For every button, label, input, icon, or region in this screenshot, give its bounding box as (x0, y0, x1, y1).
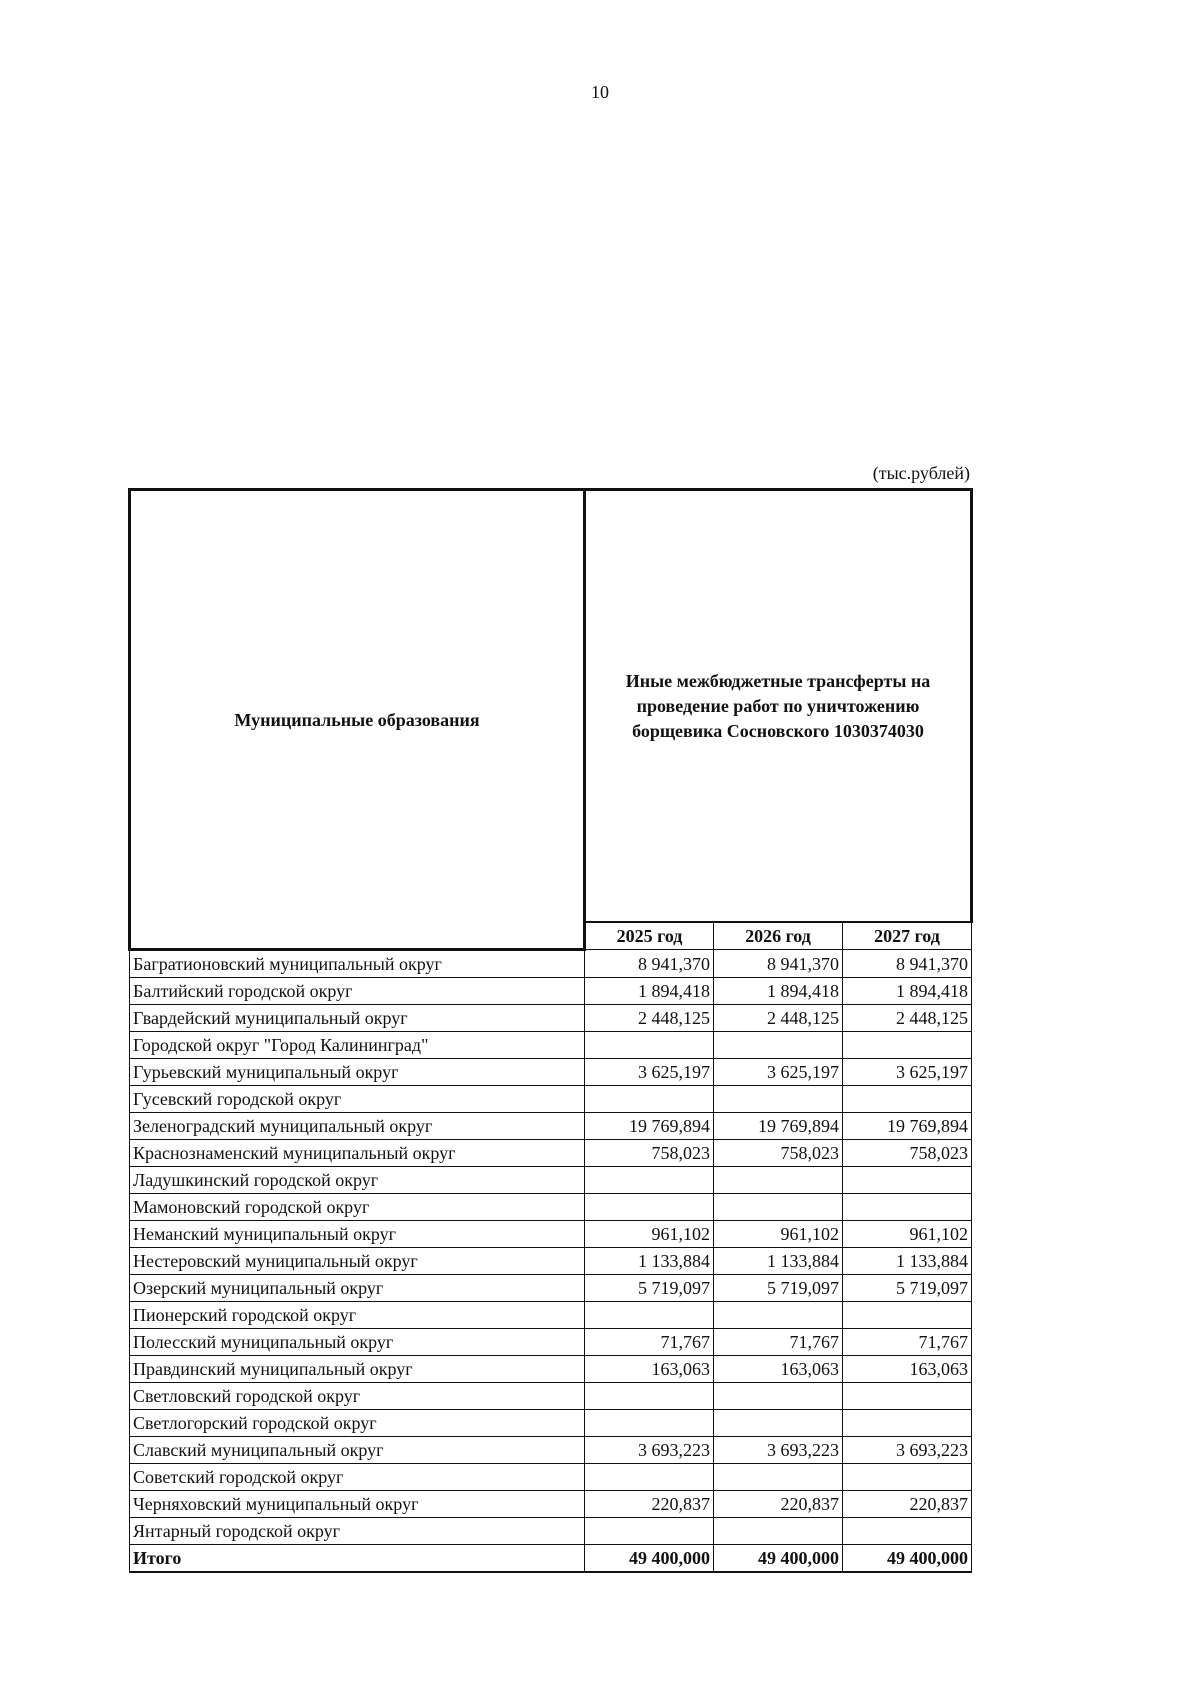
value-2026 (714, 1302, 843, 1329)
municipality-name: Неманский муниципальный округ (130, 1221, 585, 1248)
table-row (130, 1194, 972, 1221)
value-2025 (585, 1410, 714, 1437)
page-number: 10 (591, 82, 609, 102)
table-row (130, 1329, 972, 1356)
total-2027: 49 400,000 (842, 1545, 971, 1573)
total-2025: 49 400,000 (585, 1545, 714, 1573)
municipality-name: Гвардейский муниципальный округ (130, 1005, 585, 1032)
value-2027: 961,102 (842, 1221, 971, 1248)
value-2027: 3 693,223 (842, 1437, 971, 1464)
value-2027 (842, 1302, 971, 1329)
value-2026: 8 941,370 (714, 950, 843, 978)
value-2026: 71,767 (714, 1329, 843, 1356)
value-2025 (585, 1518, 714, 1545)
value-2027 (842, 1086, 971, 1113)
municipality-name: Ладушкинский городской округ (130, 1167, 585, 1194)
municipality-name: Городской округ "Город Калининград" (130, 1032, 585, 1059)
value-2026 (714, 1086, 843, 1113)
municipality-name: Советский городской округ (130, 1464, 585, 1491)
value-2026 (714, 1518, 843, 1545)
value-2027: 220,837 (842, 1491, 971, 1518)
value-2027 (842, 1194, 971, 1221)
value-2027 (842, 1464, 971, 1491)
table-row (130, 1491, 972, 1518)
value-2025: 5 719,097 (585, 1275, 714, 1302)
municipality-name: Светловский городской округ (130, 1383, 585, 1410)
table-row (130, 1059, 972, 1086)
municipality-name: Правдинский муниципальный округ (130, 1356, 585, 1383)
municipality-name: Нестеровский муниципальный округ (130, 1248, 585, 1275)
value-2025: 2 448,125 (585, 1005, 714, 1032)
value-2026: 758,023 (714, 1140, 843, 1167)
table-row (130, 1032, 972, 1059)
value-2026 (714, 1464, 843, 1491)
municipality-name: Янтарный городской округ (130, 1518, 585, 1545)
column-header-municipalities: Муниципальные образования (130, 490, 585, 950)
municipality-name: Пионерский городской округ (130, 1302, 585, 1329)
value-2027: 2 448,125 (842, 1005, 971, 1032)
value-2027: 758,023 (842, 1140, 971, 1167)
value-2026: 220,837 (714, 1491, 843, 1518)
value-2025 (585, 1194, 714, 1221)
value-2025 (585, 1383, 714, 1410)
value-2027 (842, 1410, 971, 1437)
table-row (130, 1302, 972, 1329)
municipality-name: Полесский муниципальный округ (130, 1329, 585, 1356)
table-row (130, 978, 972, 1005)
value-2027: 163,063 (842, 1356, 971, 1383)
municipality-name: Зеленоградский муниципальный округ (130, 1113, 585, 1140)
value-2026: 19 769,894 (714, 1113, 843, 1140)
table-row (130, 1410, 972, 1437)
table-row (130, 1383, 972, 1410)
value-2025: 3 693,223 (585, 1437, 714, 1464)
value-2026 (714, 1167, 843, 1194)
value-2027: 8 941,370 (842, 950, 971, 978)
value-2027: 1 894,418 (842, 978, 971, 1005)
municipality-name: Гусевский городской округ (130, 1086, 585, 1113)
transfers-table (128, 488, 973, 1573)
value-2027: 19 769,894 (842, 1113, 971, 1140)
value-2025: 961,102 (585, 1221, 714, 1248)
municipality-name: Светлогорский городской округ (130, 1410, 585, 1437)
municipality-name: Славский муниципальный округ (130, 1437, 585, 1464)
value-2027 (842, 1032, 971, 1059)
municipality-name: Багратионовский муниципальный округ (130, 950, 585, 978)
table-row (130, 1086, 972, 1113)
value-2025: 1 133,884 (585, 1248, 714, 1275)
municipality-name: Черняховский муниципальный округ (130, 1491, 585, 1518)
column-header-year-2026: 2026 год (714, 922, 843, 950)
municipality-name: Балтийский городской округ (130, 978, 585, 1005)
value-2025: 1 894,418 (585, 978, 714, 1005)
value-2026 (714, 1410, 843, 1437)
value-2026: 3 693,223 (714, 1437, 843, 1464)
value-2026: 961,102 (714, 1221, 843, 1248)
total-2026: 49 400,000 (714, 1545, 843, 1573)
value-2025 (585, 1086, 714, 1113)
table-row (130, 1248, 972, 1275)
value-2025 (585, 1032, 714, 1059)
value-2025: 8 941,370 (585, 950, 714, 978)
value-2027 (842, 1518, 971, 1545)
table-row (130, 1167, 972, 1194)
value-2025 (585, 1464, 714, 1491)
value-2026: 1 894,418 (714, 978, 843, 1005)
table-row (130, 1464, 972, 1491)
value-2026 (714, 1383, 843, 1410)
table-row (130, 1005, 972, 1032)
value-2025: 220,837 (585, 1491, 714, 1518)
table-row (130, 1221, 972, 1248)
column-header-year-2027: 2027 год (842, 922, 971, 950)
value-2026 (714, 1032, 843, 1059)
table-row (130, 1437, 972, 1464)
table-row (130, 950, 972, 978)
total-row (130, 1545, 972, 1573)
table-header-row (130, 490, 972, 923)
value-2026: 1 133,884 (714, 1248, 843, 1275)
municipality-name: Мамоновский городской округ (130, 1194, 585, 1221)
value-2026: 2 448,125 (714, 1005, 843, 1032)
municipality-name: Гурьевский муниципальный округ (130, 1059, 585, 1086)
municipality-name: Краснознаменский муниципальный округ (130, 1140, 585, 1167)
value-2026 (714, 1194, 843, 1221)
municipality-name: Озерский муниципальный округ (130, 1275, 585, 1302)
value-2026: 163,063 (714, 1356, 843, 1383)
table-body (130, 950, 972, 1545)
table-row (130, 1356, 972, 1383)
value-2025 (585, 1167, 714, 1194)
table-row (130, 1113, 972, 1140)
value-2027 (842, 1383, 971, 1410)
value-2025: 71,767 (585, 1329, 714, 1356)
column-header-year-2025: 2025 год (585, 922, 714, 950)
value-2026: 3 625,197 (714, 1059, 843, 1086)
value-2025 (585, 1302, 714, 1329)
total-label: Итого (130, 1545, 585, 1573)
value-2025: 19 769,894 (585, 1113, 714, 1140)
value-2025: 758,023 (585, 1140, 714, 1167)
value-2025: 163,063 (585, 1356, 714, 1383)
column-header-transfers: Иные межбюджетные трансферты на проведение работ по уничтожению борщевика Сосновского 1030374030 (585, 490, 972, 923)
value-2026: 5 719,097 (714, 1275, 843, 1302)
table-row (130, 1518, 972, 1545)
value-2025: 3 625,197 (585, 1059, 714, 1086)
value-2027: 1 133,884 (842, 1248, 971, 1275)
value-2027: 5 719,097 (842, 1275, 971, 1302)
table-row (130, 1140, 972, 1167)
value-2027: 71,767 (842, 1329, 971, 1356)
value-2027 (842, 1167, 971, 1194)
value-2027: 3 625,197 (842, 1059, 971, 1086)
table-row (130, 1275, 972, 1302)
units-note: (тыс.рублей) (872, 463, 970, 483)
